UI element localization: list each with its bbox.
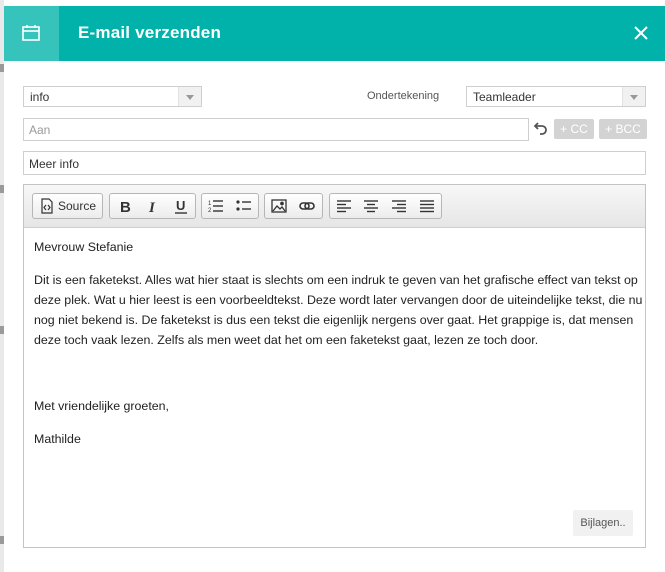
align-group xyxy=(329,193,442,219)
calendar-icon xyxy=(21,23,41,43)
align-center-icon[interactable] xyxy=(362,198,380,214)
insert-group xyxy=(264,193,323,219)
chevron-down-icon[interactable] xyxy=(622,87,645,106)
header-icon-box xyxy=(4,6,59,61)
svg-text:B: B xyxy=(120,199,131,214)
attachments-button[interactable]: Bijlagen.. xyxy=(573,510,633,536)
body-paragraph: Dit is een faketekst. Alles wat hier staat is slechts om een indruk te geven van het grafische effect van tekst op deze plek. Wat u hier leest is een voorbeeldtekst. Deze wordt later vervangen door de uiteindelijke tekst, die nu nog niet bekend is. De faketekst is dus een tekst die eigenlijk nergens over gaat. Het grappige is, dat mensen deze toch vaak lezen. Zelfs als men weet dat het om een faketekst gaat, lezen ze toch door. xyxy=(34,273,643,347)
subject-value: Meer info xyxy=(29,157,80,171)
numbered-list-icon[interactable] xyxy=(207,198,225,214)
svg-text:U: U xyxy=(176,198,186,213)
bullet-list-icon[interactable] xyxy=(235,198,253,214)
align-right-icon[interactable] xyxy=(390,198,408,214)
add-cc-button[interactable]: + CC xyxy=(554,119,594,139)
signature-text: Mathilde xyxy=(34,432,81,446)
email-dialog xyxy=(4,6,665,572)
align-left-icon[interactable] xyxy=(335,198,353,214)
from-select[interactable] xyxy=(23,86,202,107)
image-icon[interactable] xyxy=(270,198,288,214)
format-group xyxy=(109,193,196,219)
editor-toolbar xyxy=(24,185,645,228)
signature-select[interactable] xyxy=(466,86,646,107)
underline-icon[interactable] xyxy=(172,198,190,214)
editor-content[interactable] xyxy=(34,237,644,449)
svg-text:2: 2 xyxy=(208,208,212,214)
closing-text: Met vriendelijke groeten, xyxy=(34,399,169,413)
signature-label: Ondertekening xyxy=(367,90,440,102)
signature-select-value: Teamleader xyxy=(473,90,536,104)
bold-icon[interactable] xyxy=(116,198,134,214)
subject-input[interactable] xyxy=(23,151,646,175)
italic-icon[interactable] xyxy=(144,198,162,214)
to-input-placeholder: Aan xyxy=(29,123,51,137)
greeting-text: Mevrouw Stefanie xyxy=(34,240,134,254)
dialog-title: E-mail verzenden xyxy=(78,23,222,42)
source-icon xyxy=(38,198,56,214)
source-label: Source xyxy=(58,199,97,213)
add-bcc-button[interactable]: + BCC xyxy=(599,119,647,139)
source-button[interactable] xyxy=(32,193,103,219)
undo-icon[interactable] xyxy=(533,120,549,136)
rich-text-editor xyxy=(23,184,646,548)
close-icon[interactable] xyxy=(631,23,651,43)
justify-icon[interactable] xyxy=(418,198,436,214)
svg-text:I: I xyxy=(149,200,155,214)
list-group xyxy=(201,193,259,219)
from-select-value: info xyxy=(30,90,50,104)
chevron-down-icon[interactable] xyxy=(178,87,201,106)
to-input[interactable] xyxy=(23,118,529,141)
dialog-header xyxy=(4,6,665,61)
link-icon[interactable] xyxy=(298,198,316,214)
svg-text:1: 1 xyxy=(208,201,212,207)
